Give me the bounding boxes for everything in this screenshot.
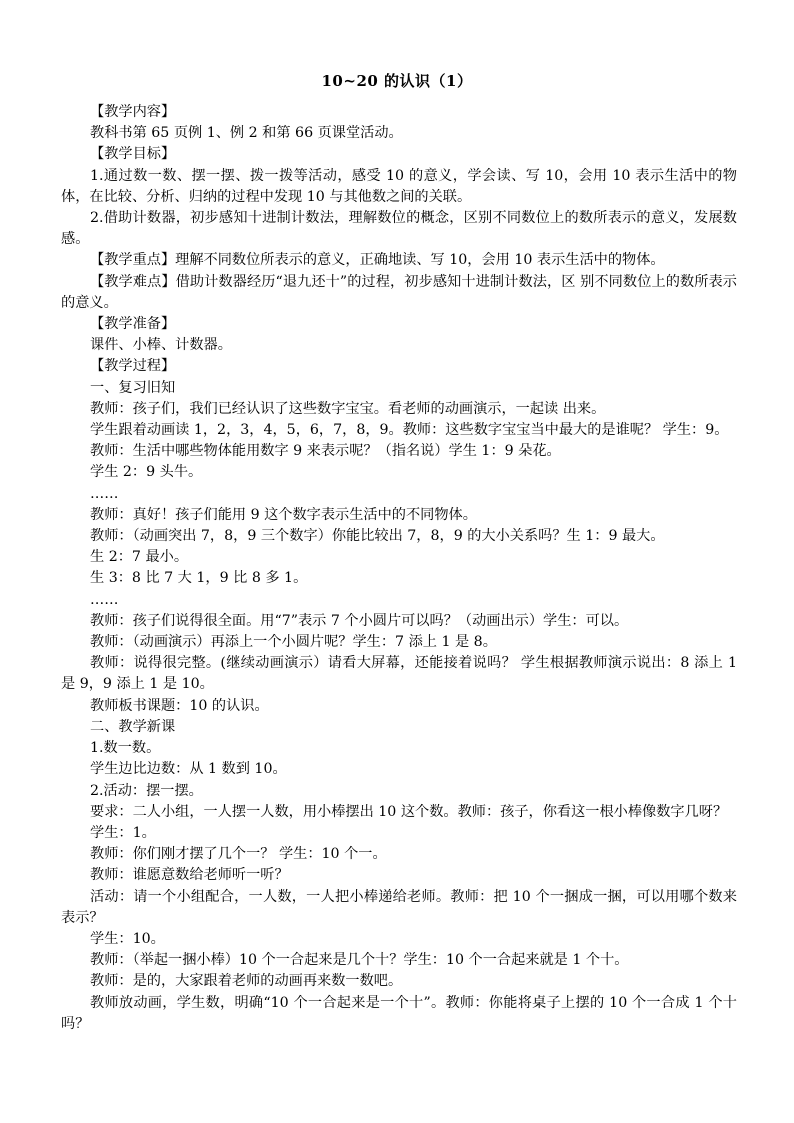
paragraph: 教师：（动画演示）再添上一个小圆片呢？学生：7 添上 1 是 8。 xyxy=(90,634,497,651)
paragraph: 学生：1。 xyxy=(90,824,156,841)
document-title: 10~20 的认识（1） xyxy=(321,72,473,90)
subsection-heading: 一、复习旧知 xyxy=(90,379,176,396)
paragraph: 教师板书课题：10 的认识。 xyxy=(90,697,269,714)
paragraph: 学生跟着动画读 1，2，3，4，5，6，7，8，9。教师：这些数字宝宝当中最大的是谁呢？ 学生：9。 xyxy=(90,422,729,439)
section-heading-goals: 【教学目标】 xyxy=(90,146,176,163)
paragraph: 教师：谁愿意数给老师听一听？ xyxy=(90,867,289,884)
paragraph-difficulties: 【教学难点】借助计数器经历“退九还十”的过程，初步感知十进制计数法，区 别不同数位上的数所表示的意义。 xyxy=(61,273,737,311)
ellipsis: …… xyxy=(90,591,119,608)
paragraph-key-points: 【教学重点】理解不同数位所表示的意义，正确地读、写 10，会用 10 表示生活中的物体。 xyxy=(90,252,665,269)
paragraph: 1.通过数一数、摆一摆、拨一拨等活动，感受 10 的意义，学会读、写 10，会用 10 表示生活中的物体，在比较、分析、归纳的过程中发现 10 与其他数之间的关联。 xyxy=(61,167,737,205)
paragraph: 教科书第 65 页例 1、例 2 和第 66 页课堂活动。 xyxy=(90,125,403,142)
paragraph: 教师：你们刚才摆了几个一？ 学生：10 个一。 xyxy=(90,846,387,863)
paragraph: 教师：生活中哪些物体能用数字 9 来表示呢？（指名说）学生 1：9 朵花。 xyxy=(90,443,561,460)
paragraph: 教师：说得很完整。(继续动画演示）请看大屏幕，还能接着说吗？ 学生根据教师演示说出：8 添上 1 是 9，9 添上 1 是 10。 xyxy=(61,655,737,693)
paragraph: 生 2：7 最小。 xyxy=(90,549,189,566)
paragraph: 活动：请一个小组配合，一人数，一人把小棒递给老师。教师：把 10 个一捆成一捆，可以用哪个数来表示？ xyxy=(61,888,737,926)
section-heading-content: 【教学内容】 xyxy=(90,104,176,120)
paragraph: 1.数一数。 xyxy=(90,740,161,757)
paragraph: 教师：孩子们说得很全面。用“7”表示 7 个小圆片可以吗？（动画出示）学生：可以。 xyxy=(90,612,629,629)
paragraph: 教师：真好！孩子们能用 9 这个数字表示生活中的不同物体。 xyxy=(90,506,477,523)
paragraph: 学生：10。 xyxy=(90,930,165,947)
paragraph: 学生边比边数：从 1 数到 10。 xyxy=(90,761,287,778)
paragraph: 教师：（举起一捆小棒）10 个一合起来是几个十？学生：10 个一合起来就是 1 个十。 xyxy=(90,952,629,969)
paragraph: 2.借助计数器，初步感知十进制计数法，理解数位的概念，区别不同数位上的数所表示的意义，发展数感。 xyxy=(61,210,737,248)
paragraph: 要求：二人小组，一人摆一人数，用小棒摆出 10 这个数。教师：孩子，你看这一根小棒像数字几呀？ xyxy=(90,803,728,820)
paragraph: 教师放动画，学生数，明确“10 个一合起来是一个十”。教师：你能将桌子上摆的 10 个一合成 1 个十吗？ xyxy=(61,994,737,1032)
paragraph: 教师：（动画突出 7，8，9 三个数字）你能比较出 7，8，9 的大小关系吗？生 1：9 最大。 xyxy=(90,528,665,545)
paragraph: 2.活动：摆一摆。 xyxy=(90,782,203,799)
paragraph: 教师：是的，大家跟着老师的动画再来数一数吧。 xyxy=(90,973,403,990)
ellipsis: …… xyxy=(90,485,119,502)
paragraph: 教师：孩子们，我们已经认识了这些数字宝宝。看老师的动画演示，一起读 出来。 xyxy=(90,400,606,417)
document-body xyxy=(61,102,737,1035)
subsection-heading: 二、教学新课 xyxy=(90,718,176,735)
paragraph: 课件、小棒、计数器。 xyxy=(90,337,232,354)
section-heading-preparation: 【教学准备】 xyxy=(90,316,176,333)
paragraph: 生 3：8 比 7 大 1，9 比 8 多 1。 xyxy=(90,570,308,587)
section-heading-process: 【教学过程】 xyxy=(90,358,176,375)
paragraph: 学生 2：9 头牛。 xyxy=(90,464,203,481)
